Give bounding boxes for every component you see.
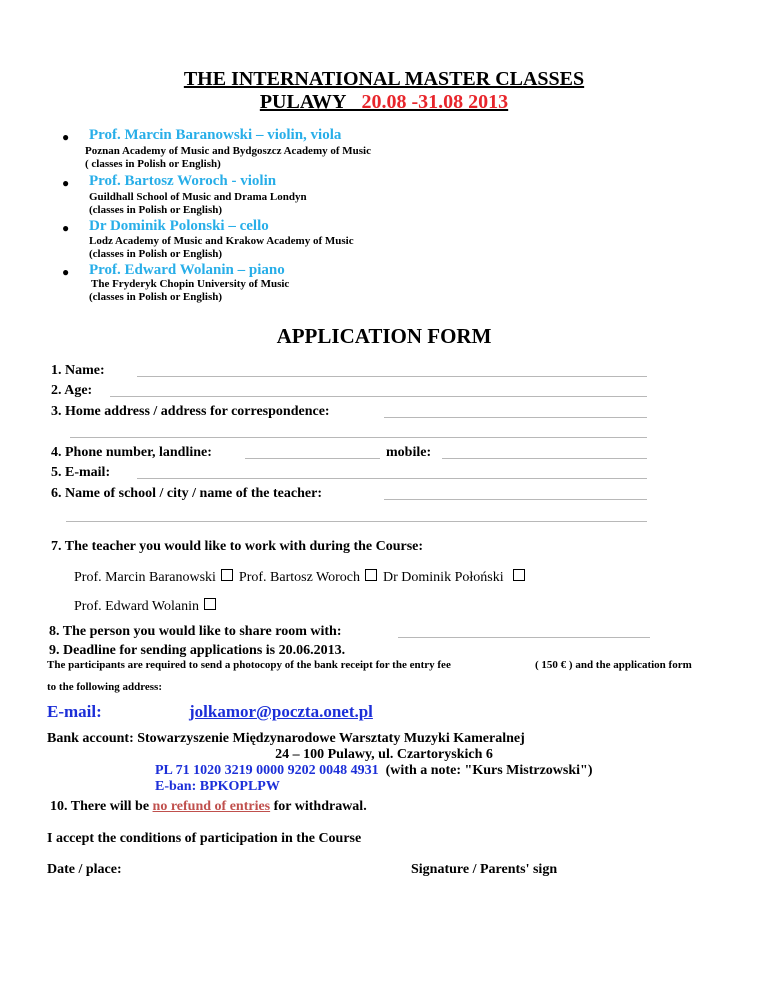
refund-highlight: no refund of entries <box>152 799 271 814</box>
notice-line1: The participants are required to send a photocopy of the bank receipt for the entry fee <box>47 659 451 671</box>
bank-account: Bank account: Stowarzyszenie Międzynarodowe Warsztaty Muzyki Kameralnej <box>47 731 525 746</box>
form-title: APPLICATION FORM <box>276 324 492 348</box>
address-label: 3. Home address / address for correspondence: <box>51 404 330 419</box>
checkbox-polonski[interactable] <box>513 569 525 581</box>
teacher-name: Dr Dominik Polonski – cello <box>89 218 269 234</box>
contact-email-label: E-mail: <box>47 702 102 721</box>
teacher-language: (classes in Polish or English) <box>89 248 223 260</box>
refund-pre: 10. There will be <box>50 799 150 814</box>
contact-email-link[interactable]: jolkamor@poczta.onet.pl <box>189 702 373 721</box>
roommate-field[interactable] <box>398 637 650 638</box>
school-field-line2[interactable] <box>66 521 647 522</box>
refund-notice <box>50 799 367 815</box>
address-field[interactable] <box>384 417 647 418</box>
checkbox-wolanin[interactable] <box>204 598 216 610</box>
notice-line2: to the following address: <box>47 681 162 693</box>
address-field-line2[interactable] <box>70 437 647 438</box>
bank-account-number: PL 71 1020 3219 0000 9202 0048 4931 <box>155 763 379 778</box>
teacher-school: The Fryderyk Chopin University of Music <box>91 278 290 290</box>
option-woroch-label: Prof. Bartosz Woroch <box>238 570 361 585</box>
option-baranowski-label: Prof. Marcin Baranowski <box>74 570 216 585</box>
name-field[interactable] <box>137 376 647 377</box>
option-polonski-label: Dr Dominik Połoński <box>383 570 504 585</box>
bank-note: (with a note: "Kurs Mistrzowski") <box>385 763 593 778</box>
email-label: 5. E-mail: <box>51 465 111 480</box>
roommate-label: 8. The person you would like to share room with: <box>49 624 342 639</box>
bullet-icon: ● <box>62 130 70 144</box>
teacher-choice-label: 7. The teacher you would like to work with during the Course: <box>51 539 424 554</box>
teacher-language: (classes in Polish or English) <box>89 291 223 303</box>
teacher-name: Prof. Bartosz Woroch - violin <box>89 173 277 189</box>
teacher-school: Guildhall School of Music and Drama Londyn <box>89 191 307 203</box>
mobile-label: mobile: <box>386 445 432 460</box>
teacher-options-row-2 <box>74 598 222 615</box>
date-place-label: Date / place: <box>47 862 122 877</box>
bullet-icon: ● <box>62 176 70 190</box>
teacher-name: Prof. Edward Wolanin – piano <box>89 262 285 278</box>
accept-conditions: I accept the conditions of participation in the Course <box>47 831 362 846</box>
bullet-icon: ● <box>62 265 70 279</box>
teacher-language: (classes in Polish or English) <box>89 204 223 216</box>
city: PULAWY <box>259 91 347 113</box>
landline-field[interactable] <box>245 458 380 459</box>
deadline-text: 9. Deadline for sending applications is 20.06.2013. <box>49 643 346 658</box>
mobile-field[interactable] <box>442 458 647 459</box>
bullet-icon: ● <box>62 221 70 235</box>
school-label: 6. Name of school / city / name of the teacher: <box>51 486 322 501</box>
age-label: 2. Age: <box>51 383 93 398</box>
title-subline <box>0 91 768 113</box>
checkbox-baranowski[interactable] <box>221 569 233 581</box>
course-dates: 20.08 -31.08 2013 <box>361 91 509 113</box>
refund-post: for withdrawal. <box>273 799 367 814</box>
bank-address: 24 – 100 Pulawy, ul. Czartoryskich 6 <box>275 747 493 762</box>
email-field[interactable] <box>137 478 647 479</box>
bank-eban: E-ban: BPKOPLPW <box>155 779 280 794</box>
teacher-name: Prof. Marcin Baranowski – violin, viola <box>89 127 342 143</box>
school-field[interactable] <box>384 499 647 500</box>
teacher-options-row <box>74 569 531 586</box>
notice-fee: ( 150 € ) and the application form <box>535 659 692 671</box>
age-field[interactable] <box>110 396 647 397</box>
option-wolanin-label: Prof. Edward Wolanin <box>74 599 199 614</box>
teacher-language: ( classes in Polish or English) <box>85 158 221 170</box>
page-title <box>0 68 768 90</box>
teacher-school: Poznan Academy of Music and Bydgoszcz Academy of Music <box>85 145 371 157</box>
checkbox-woroch[interactable] <box>365 569 377 581</box>
teacher-school: Lodz Academy of Music and Krakow Academy of Music <box>89 235 354 247</box>
phone-label: 4. Phone number, landline: <box>51 445 212 460</box>
name-label: 1. Name: <box>51 363 105 378</box>
title-line: THE INTERNATIONAL MASTER CLASSES <box>183 68 585 90</box>
bank-number-row <box>155 763 592 779</box>
signature-label: Signature / Parents' sign <box>411 862 558 877</box>
